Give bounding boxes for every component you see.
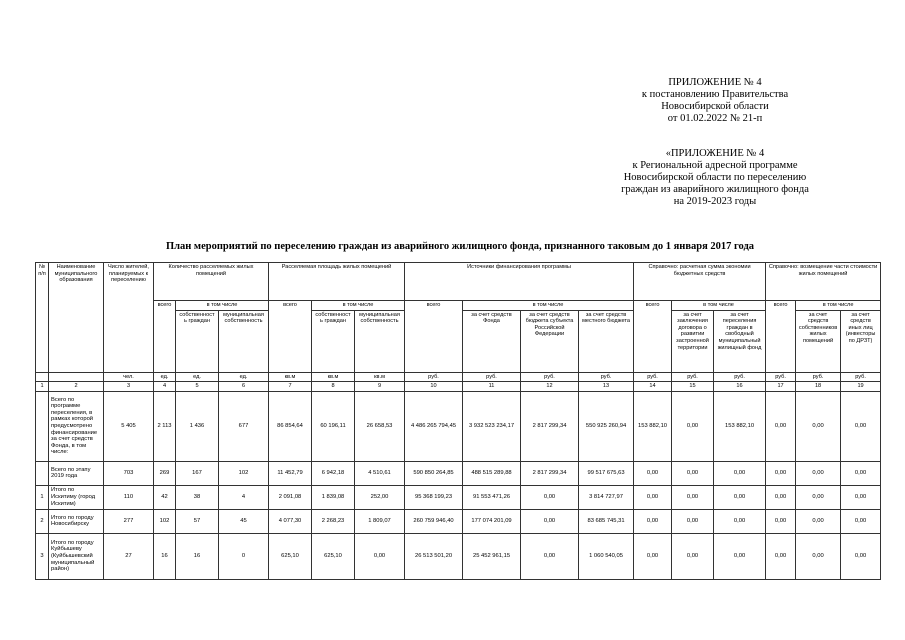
row-municipality-name: Всего по этапу 2019 года xyxy=(49,461,104,485)
col-number: 15 xyxy=(672,382,714,392)
row-number: 3 xyxy=(36,533,49,579)
col-number: 6 xyxy=(219,382,269,392)
header-line: граждан из аварийного жилищного фонда xyxy=(621,184,809,195)
table-row xyxy=(36,461,881,485)
table-row xyxy=(36,533,881,579)
table-cell: 26 513 501,20 xyxy=(405,533,463,579)
row-municipality-name: Итого по Искитиму (город Искитим) xyxy=(49,485,104,509)
table-cell: 2 113 xyxy=(154,391,176,461)
unit-cell: руб. xyxy=(463,372,521,382)
col-number: 1 xyxy=(36,382,49,392)
row-municipality-name: Итого по городу Куйбышеву (Куйбышевский муниципальный район) xyxy=(49,533,104,579)
row-number xyxy=(36,391,49,461)
table-cell: 0,00 xyxy=(634,485,672,509)
col-header-citizen-own: собственность граждан xyxy=(312,310,355,372)
col-number: 8 xyxy=(312,382,355,392)
table-cell: 102 xyxy=(154,509,176,533)
table-cell: 0,00 xyxy=(796,391,841,461)
table-cell: 625,10 xyxy=(312,533,355,579)
table-cell: 1 060 540,05 xyxy=(579,533,634,579)
col-number: 13 xyxy=(579,382,634,392)
table-cell: 2 091,08 xyxy=(269,485,312,509)
unit-cell: руб. xyxy=(405,372,463,382)
col-header-incl: в том числе xyxy=(312,301,405,311)
header-line: к постановлению Правительства xyxy=(641,89,789,100)
table-cell: 4 486 265 794,45 xyxy=(405,391,463,461)
header-line: Новосибирской области xyxy=(661,101,769,112)
table-cell: 25 452 961,15 xyxy=(463,533,521,579)
table-cell: 5 405 xyxy=(104,391,154,461)
table-row xyxy=(36,485,881,509)
table-cell: 60 196,11 xyxy=(312,391,355,461)
table-cell: 260 759 946,40 xyxy=(405,509,463,533)
table-cell: 45 xyxy=(219,509,269,533)
row-municipality-name: Всего по программе переселения, в рамках которой предусмотрено финансирование за счет средств Фонда, в том числе: xyxy=(49,391,104,461)
table-cell: 4 510,61 xyxy=(355,461,405,485)
appendix-header xyxy=(600,148,830,208)
col-header-name: Наименование муниципального образования xyxy=(49,263,104,373)
units-row xyxy=(36,372,881,382)
col-number: 14 xyxy=(634,382,672,392)
table-cell: 0,00 xyxy=(796,533,841,579)
table-cell: 0,00 xyxy=(672,533,714,579)
col-header-local: за счет средств местного бюджета xyxy=(579,310,634,372)
unit-cell: чел. xyxy=(104,372,154,382)
unit-cell: руб. xyxy=(796,372,841,382)
table-cell: 2 268,23 xyxy=(312,509,355,533)
table-cell: 3 932 523 234,17 xyxy=(463,391,521,461)
table-cell: 488 515 289,88 xyxy=(463,461,521,485)
table-cell: 1 436 xyxy=(176,391,219,461)
unit-cell: кв.м xyxy=(312,372,355,382)
table-cell: 91 553 471,26 xyxy=(463,485,521,509)
table-cell: 0,00 xyxy=(841,485,881,509)
table-cell: 42 xyxy=(154,485,176,509)
table-cell: 0,00 xyxy=(521,485,579,509)
table-cell: 0,00 xyxy=(521,509,579,533)
table-cell: 0,00 xyxy=(634,461,672,485)
table-cell: 0,00 xyxy=(634,533,672,579)
col-number: 11 xyxy=(463,382,521,392)
table-cell: 0,00 xyxy=(766,509,796,533)
row-municipality-name: Итого по городу Новосибирску xyxy=(49,509,104,533)
col-number: 4 xyxy=(154,382,176,392)
table-cell: 6 942,18 xyxy=(312,461,355,485)
table-cell: 0,00 xyxy=(714,509,766,533)
col-header-incl: в том числе xyxy=(463,301,634,311)
table-cell: 167 xyxy=(176,461,219,485)
table-cell: 16 xyxy=(154,533,176,579)
column-numbers-row xyxy=(36,382,881,392)
table-cell: 86 854,64 xyxy=(269,391,312,461)
table-cell: 0,00 xyxy=(796,461,841,485)
table-cell: 4 xyxy=(219,485,269,509)
table-cell: 0,00 xyxy=(672,391,714,461)
col-header-citizen-own: собственность граждан xyxy=(176,310,219,372)
table-cell: 703 xyxy=(104,461,154,485)
col-number: 5 xyxy=(176,382,219,392)
col-header-count: Количество расселяемых жилых помещений xyxy=(154,263,269,301)
col-header-finance: Источники финансирования программы xyxy=(405,263,634,301)
table-cell: 95 368 199,23 xyxy=(405,485,463,509)
table-cell: 252,00 xyxy=(355,485,405,509)
col-header-fund: за счет средств Фонда xyxy=(463,310,521,372)
table-cell: 0,00 xyxy=(796,485,841,509)
col-header-total: всего xyxy=(766,301,796,373)
table-cell: 11 452,79 xyxy=(269,461,312,485)
col-header-econ-contract: за счет заключения договора о развитии застроенной территории xyxy=(672,310,714,372)
table-cell: 0,00 xyxy=(634,509,672,533)
table-cell: 110 xyxy=(104,485,154,509)
table-cell: 153 882,10 xyxy=(714,391,766,461)
col-header-incl: в том числе xyxy=(796,301,881,311)
header-line: ПРИЛОЖЕНИЕ № 4 xyxy=(668,77,762,88)
table-cell: 0,00 xyxy=(672,461,714,485)
col-number: 19 xyxy=(841,382,881,392)
table-cell: 0,00 xyxy=(672,509,714,533)
col-header-total: всего xyxy=(405,301,463,373)
table-cell: 177 074 201,09 xyxy=(463,509,521,533)
col-header-num: № п/п xyxy=(36,263,49,373)
row-number: 1 xyxy=(36,485,49,509)
col-number: 18 xyxy=(796,382,841,392)
table-body xyxy=(36,391,881,579)
table-cell: 0,00 xyxy=(841,533,881,579)
table-cell: 1 839,08 xyxy=(312,485,355,509)
col-header-municipal-own: муниципальная собственность xyxy=(355,310,405,372)
table-cell: 269 xyxy=(154,461,176,485)
resettlement-plan-table xyxy=(35,262,881,580)
table-cell: 0,00 xyxy=(672,485,714,509)
row-number xyxy=(36,461,49,485)
table-cell: 0,00 xyxy=(841,391,881,461)
col-header-total: всего xyxy=(154,301,176,373)
unit-cell: руб. xyxy=(672,372,714,382)
table-cell: 0 xyxy=(219,533,269,579)
col-number: 16 xyxy=(714,382,766,392)
table-cell: 0,00 xyxy=(355,533,405,579)
table-cell: 2 817 299,34 xyxy=(521,461,579,485)
table-cell: 625,10 xyxy=(269,533,312,579)
col-header-incl: в том числе xyxy=(672,301,766,311)
unit-cell: ед. xyxy=(219,372,269,382)
col-header-area: Расселяемая площадь жилых помещений xyxy=(269,263,405,301)
unit-cell: руб. xyxy=(521,372,579,382)
col-number: 12 xyxy=(521,382,579,392)
table-cell: 590 850 264,85 xyxy=(405,461,463,485)
header-line: на 2019-2023 годы xyxy=(673,196,757,207)
table-cell: 0,00 xyxy=(841,461,881,485)
col-header-total: всего xyxy=(269,301,312,373)
unit-cell: руб. xyxy=(634,372,672,382)
table-cell: 0,00 xyxy=(766,391,796,461)
col-number: 9 xyxy=(355,382,405,392)
col-number: 17 xyxy=(766,382,796,392)
col-number: 2 xyxy=(49,382,104,392)
table-cell: 0,00 xyxy=(841,509,881,533)
col-header-econ-free: за счет переселения граждан в свободный муниципальный жилищный фонд xyxy=(714,310,766,372)
table-cell: 1 809,07 xyxy=(355,509,405,533)
table-cell: 26 658,53 xyxy=(355,391,405,461)
table-cell: 99 517 675,63 xyxy=(579,461,634,485)
col-header-ref-owners: за счет средств собственников жилых помещений xyxy=(796,310,841,372)
table-cell: 102 xyxy=(219,461,269,485)
unit-cell: кв.м xyxy=(355,372,405,382)
table-cell: 27 xyxy=(104,533,154,579)
header-line: «ПРИЛОЖЕНИЕ № 4 xyxy=(665,148,765,159)
table-cell: 4 077,30 xyxy=(269,509,312,533)
unit-cell: руб. xyxy=(579,372,634,382)
col-header-total: всего xyxy=(634,301,672,373)
col-header-residents: Число жителей, планируемых к переселению xyxy=(104,263,154,373)
table-cell: 0,00 xyxy=(766,533,796,579)
unit-cell: кв.м xyxy=(269,372,312,382)
col-header-ref-economy: Справочно: расчетная сумма экономии бюджетных средств xyxy=(634,263,766,301)
table-cell: 0,00 xyxy=(766,461,796,485)
table-cell: 0,00 xyxy=(766,485,796,509)
table-cell: 153 882,10 xyxy=(634,391,672,461)
unit-cell: ед. xyxy=(154,372,176,382)
col-header-federal: за счет средств бюджета субъекта Российской Федерации xyxy=(521,310,579,372)
col-number: 3 xyxy=(104,382,154,392)
unit-cell: руб. xyxy=(714,372,766,382)
document-title: План мероприятий по переселению граждан из аварийного жилищного фонда, признанного таковым до 1 января 2017 года xyxy=(165,241,755,252)
unit-cell: ед. xyxy=(176,372,219,382)
header-row xyxy=(36,263,881,301)
table-cell: 0,00 xyxy=(714,485,766,509)
table-cell: 550 925 260,94 xyxy=(579,391,634,461)
table-cell: 16 xyxy=(176,533,219,579)
table-row xyxy=(36,391,881,461)
unit-cell: руб. xyxy=(841,372,881,382)
col-number: 10 xyxy=(405,382,463,392)
table-cell: 83 685 745,31 xyxy=(579,509,634,533)
table-cell: 0,00 xyxy=(521,533,579,579)
table-cell: 0,00 xyxy=(714,461,766,485)
table-cell: 38 xyxy=(176,485,219,509)
col-header-municipal-own: муниципальная собственность xyxy=(219,310,269,372)
table-cell: 57 xyxy=(176,509,219,533)
col-header-ref-other: за счет средств иных лиц (инвесторы по ДРЗТ) xyxy=(841,310,881,372)
col-header-ref-refund: Справочно: возмещение части стоимости жилых помещений xyxy=(766,263,881,301)
col-header-incl: в том числе xyxy=(176,301,269,311)
table-cell: 0,00 xyxy=(714,533,766,579)
table-cell: 0,00 xyxy=(796,509,841,533)
approval-header xyxy=(600,77,830,125)
table-cell: 3 814 727,97 xyxy=(579,485,634,509)
header-line: от 01.02.2022 № 21-п xyxy=(667,113,763,124)
header-line: к Региональной адресной программе xyxy=(632,160,798,171)
table-cell: 277 xyxy=(104,509,154,533)
col-number: 7 xyxy=(269,382,312,392)
table-cell: 677 xyxy=(219,391,269,461)
unit-cell: руб. xyxy=(766,372,796,382)
table-cell: 2 817 299,34 xyxy=(521,391,579,461)
header-row xyxy=(36,301,881,311)
row-number: 2 xyxy=(36,509,49,533)
table-row xyxy=(36,509,881,533)
header-line: Новосибирской области по переселению xyxy=(623,172,807,183)
